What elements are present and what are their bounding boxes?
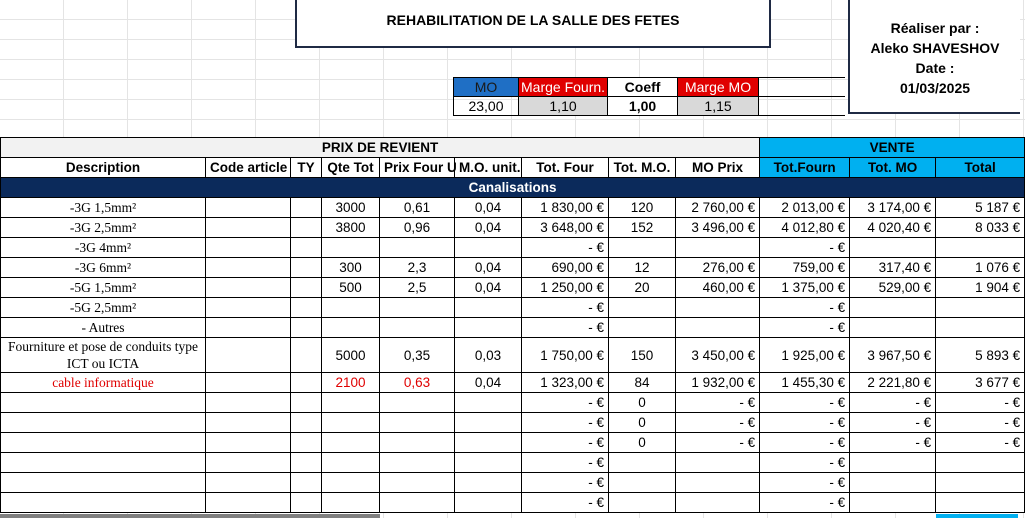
prix-four-cell[interactable] [380,318,455,338]
tot-fourn-cell[interactable]: - € [760,413,850,433]
mo-prix-cell[interactable] [676,453,760,473]
tot-mo-vente-cell[interactable]: 3 174,00 € [850,198,936,218]
tot-four-cell[interactable]: 690,00 € [522,258,609,278]
mo-prix-cell[interactable]: 3 450,00 € [676,338,760,373]
total-cell[interactable] [936,453,1025,473]
description-cell[interactable]: - Autres [1,318,206,338]
description-cell[interactable]: -3G 6mm² [1,258,206,278]
tot-fourn-cell[interactable]: - € [760,493,850,513]
author-name: Aleko SHAVESHOV [870,40,1000,56]
mo-prix-cell[interactable]: 2 760,00 € [676,198,760,218]
tot-mo-vente-cell[interactable]: 317,40 € [850,258,936,278]
column-header[interactable]: Prix Four U [380,158,455,178]
qte-cell[interactable] [322,393,380,413]
tot-mo-vente-cell[interactable] [850,318,936,338]
mo-unit-cell[interactable] [455,453,522,473]
mo-unit-cell[interactable]: 0,04 [455,373,522,393]
prix-four-cell[interactable] [380,238,455,258]
mo-unit-cell[interactable] [455,393,522,413]
table-row [1,393,1025,413]
total-cell[interactable]: 5 187 € [936,198,1025,218]
tot-four-cell[interactable]: - € [522,318,609,338]
prix-four-cell[interactable] [380,393,455,413]
mo-prix-cell[interactable]: 1 932,00 € [676,373,760,393]
tot-mo-vente-cell[interactable]: - € [850,393,936,413]
tot-fourn-cell[interactable]: - € [760,453,850,473]
tot-mo-cell[interactable] [609,318,676,338]
mo-unit-cell[interactable]: 0,03 [455,338,522,373]
tot-mo-cell[interactable] [609,298,676,318]
mo-unit-cell[interactable] [455,433,522,453]
qte-cell[interactable] [322,413,380,433]
code-article-cell[interactable] [206,278,291,298]
description-cell[interactable]: -3G 1,5mm² [1,198,206,218]
tot-mo-cell[interactable] [609,453,676,473]
tot-fourn-cell[interactable]: 1 455,30 € [760,373,850,393]
table-row [1,373,1025,393]
mo-prix-cell[interactable] [676,493,760,513]
code-article-cell[interactable] [206,198,291,218]
mo-unit-cell[interactable]: 0,04 [455,218,522,238]
total-cell[interactable]: - € [936,433,1025,453]
prix-four-cell[interactable]: 0,96 [380,218,455,238]
column-header[interactable]: Code article [206,158,291,178]
vente-group[interactable]: VENTE [760,138,1025,158]
code-article-cell[interactable] [206,473,291,493]
description-cell[interactable]: cable informatique [1,373,206,393]
column-header[interactable]: Tot. Four [522,158,609,178]
description-cell[interactable] [1,453,206,473]
mo-unit-cell[interactable] [455,298,522,318]
description-cell[interactable] [1,393,206,413]
qte-cell[interactable]: 3800 [322,218,380,238]
estimate-table [0,137,1025,513]
tot-four-cell[interactable]: - € [522,433,609,453]
mo-prix-cell[interactable] [676,318,760,338]
tot-four-cell[interactable]: 1 750,00 € [522,338,609,373]
author-label: Réaliser par : [890,20,980,36]
tot-four-cell[interactable]: 3 648,00 € [522,218,609,238]
tot-fourn-cell[interactable]: - € [760,473,850,493]
ty-cell[interactable] [291,373,322,393]
tot-mo-vente-cell[interactable]: 4 020,40 € [850,218,936,238]
mo-header[interactable]: MO [454,78,519,97]
tot-fourn-cell[interactable]: - € [760,433,850,453]
marge-fourn-value[interactable]: 1,10 [519,97,608,116]
tot-mo-cell[interactable]: 0 [609,433,676,453]
marge-mo-value[interactable]: 1,15 [678,97,759,116]
total-cell[interactable] [936,238,1025,258]
column-header[interactable]: Qte Tot [322,158,380,178]
qte-cell[interactable] [322,238,380,258]
date-label: Date : [915,60,955,76]
code-article-cell[interactable] [206,238,291,258]
code-article-cell[interactable] [206,298,291,318]
mo-prix-cell[interactable]: - € [676,413,760,433]
total-cell[interactable] [936,318,1025,338]
ty-cell[interactable] [291,218,322,238]
date-value: 01/03/2025 [899,80,971,96]
ty-cell[interactable] [291,473,322,493]
prix-four-cell[interactable] [380,413,455,433]
qte-cell[interactable]: 2100 [322,373,380,393]
code-article-cell[interactable] [206,453,291,473]
qte-cell[interactable] [322,298,380,318]
tot-mo-cell[interactable]: 84 [609,373,676,393]
total-cell[interactable] [936,493,1025,513]
tot-mo-cell[interactable] [609,473,676,493]
tot-mo-cell[interactable]: 0 [609,393,676,413]
table-row [1,473,1025,493]
ty-cell[interactable] [291,393,322,413]
mo-unit-cell[interactable] [455,238,522,258]
mo-unit-cell[interactable]: 0,04 [455,278,522,298]
tot-four-cell[interactable]: - € [522,493,609,513]
total-cell[interactable]: 1 076 € [936,258,1025,278]
code-article-cell[interactable] [206,493,291,513]
tot-mo-cell[interactable]: 0 [609,413,676,433]
table-row [1,338,1025,373]
table-row [1,278,1025,298]
qte-cell[interactable]: 500 [322,278,380,298]
empty-cell[interactable] [759,78,846,97]
column-header[interactable]: Tot. MO [850,158,936,178]
tot-mo-cell[interactable]: 12 [609,258,676,278]
marge-mo-header[interactable]: Marge MO [678,78,759,97]
mo-unit-cell[interactable] [455,473,522,493]
ty-cell[interactable] [291,298,322,318]
mo-prix-cell[interactable]: 460,00 € [676,278,760,298]
table-row [1,238,1025,258]
table-row [1,298,1025,318]
tot-fourn-cell[interactable]: - € [760,318,850,338]
prix-four-cell[interactable] [380,433,455,453]
mo-unit-cell[interactable]: 0,04 [455,258,522,278]
qte-cell[interactable] [322,433,380,453]
ty-cell[interactable] [291,198,322,218]
code-article-cell[interactable] [206,393,291,413]
code-article-cell[interactable] [206,373,291,393]
tot-mo-cell[interactable]: 150 [609,338,676,373]
code-article-cell[interactable] [206,413,291,433]
tot-fourn-cell[interactable]: 1 375,00 € [760,278,850,298]
document-title [295,0,771,48]
tot-mo-cell[interactable] [609,238,676,258]
prix-four-cell[interactable] [380,473,455,493]
mo-unit-cell[interactable] [455,493,522,513]
vente-footer-strip [936,514,1018,518]
qte-cell[interactable] [322,473,380,493]
tot-mo-vente-cell[interactable]: 529,00 € [850,278,936,298]
table-row [1,318,1025,338]
column-header[interactable]: TY [291,158,322,178]
tot-mo-vente-cell[interactable]: 3 967,50 € [850,338,936,373]
title-text: REHABILITATION DE LA SALLE DES FETES [386,12,680,28]
ty-cell[interactable] [291,338,322,373]
ty-cell[interactable] [291,413,322,433]
total-cell[interactable]: 8 033 € [936,218,1025,238]
total-cell[interactable]: 3 677 € [936,373,1025,393]
column-header[interactable]: M.O. unit. [455,158,522,178]
tot-fourn-cell[interactable]: 759,00 € [760,258,850,278]
prix-revient-group[interactable]: PRIX DE REVIENT [1,138,760,158]
ty-cell[interactable] [291,258,322,278]
ty-cell[interactable] [291,453,322,473]
coeff-header[interactable]: Coeff [608,78,678,97]
prix-four-cell[interactable] [380,298,455,318]
qte-cell[interactable]: 5000 [322,338,380,373]
tot-mo-vente-cell[interactable] [850,493,936,513]
tot-mo-vente-cell[interactable]: - € [850,413,936,433]
tot-mo-vente-cell[interactable]: 2 221,80 € [850,373,936,393]
tot-fourn-cell[interactable]: 4 012,80 € [760,218,850,238]
tot-mo-cell[interactable] [609,493,676,513]
tot-fourn-cell[interactable]: 2 013,00 € [760,198,850,218]
table-row [1,453,1025,473]
ty-cell[interactable] [291,433,322,453]
tot-fourn-cell[interactable]: - € [760,393,850,413]
tot-four-cell[interactable]: - € [522,238,609,258]
description-cell[interactable]: -5G 2,5mm² [1,298,206,318]
total-cell[interactable] [936,298,1025,318]
column-header[interactable]: Tot. M.O. [609,158,676,178]
horizontal-scrollbar[interactable] [0,514,380,518]
description-cell[interactable] [1,493,206,513]
ty-cell[interactable] [291,493,322,513]
table-row [1,493,1025,513]
column-header[interactable]: Description [1,158,206,178]
coefficient-table [453,77,845,116]
tot-mo-cell[interactable]: 20 [609,278,676,298]
mo-prix-cell[interactable] [676,473,760,493]
qte-cell[interactable]: 300 [322,258,380,278]
prix-four-cell[interactable]: 0,63 [380,373,455,393]
ty-cell[interactable] [291,318,322,338]
tot-fourn-cell[interactable]: 1 925,00 € [760,338,850,373]
tot-mo-vente-cell[interactable] [850,238,936,258]
tot-four-cell[interactable]: - € [522,298,609,318]
prix-four-cell[interactable] [380,453,455,473]
code-article-cell[interactable] [206,318,291,338]
mo-prix-cell[interactable]: - € [676,393,760,413]
tot-mo-cell[interactable]: 120 [609,198,676,218]
mo-unit-cell[interactable]: 0,04 [455,198,522,218]
description-cell[interactable] [1,433,206,453]
prix-four-cell[interactable]: 2,3 [380,258,455,278]
column-header[interactable]: Tot.Fourn [760,158,850,178]
tot-mo-cell[interactable]: 152 [609,218,676,238]
mo-prix-cell[interactable]: - € [676,433,760,453]
description-cell[interactable]: -3G 4mm² [1,238,206,258]
tot-four-cell[interactable]: - € [522,393,609,413]
author-box [848,0,1020,114]
tot-mo-vente-cell[interactable] [850,473,936,493]
total-cell[interactable]: - € [936,393,1025,413]
coeff-value[interactable]: 1,00 [608,97,678,116]
tot-mo-vente-cell[interactable]: - € [850,433,936,453]
code-article-cell[interactable] [206,218,291,238]
code-article-cell[interactable] [206,258,291,278]
marge-fourn-header[interactable]: Marge Fourn. [519,78,608,97]
mo-prix-cell[interactable]: 276,00 € [676,258,760,278]
prix-four-cell[interactable]: 0,35 [380,338,455,373]
prix-four-cell[interactable] [380,493,455,513]
description-cell[interactable]: -5G 1,5mm² [1,278,206,298]
tot-mo-vente-cell[interactable] [850,298,936,318]
mo-prix-cell[interactable]: 3 496,00 € [676,218,760,238]
column-header[interactable]: MO Prix [676,158,760,178]
tot-four-cell[interactable]: - € [522,413,609,433]
description-cell[interactable] [1,473,206,493]
mo-value[interactable]: 23,00 [454,97,519,116]
qte-cell[interactable] [322,318,380,338]
table-row [1,433,1025,453]
table-row [1,218,1025,238]
total-cell[interactable]: - € [936,413,1025,433]
tot-four-cell[interactable]: 1 250,00 € [522,278,609,298]
tot-four-cell[interactable]: 1 830,00 € [522,198,609,218]
empty-cell[interactable] [759,97,846,116]
description-cell[interactable]: Fourniture et pose de conduits type ICT ou ICTA [1,338,206,373]
qte-cell[interactable] [322,493,380,513]
ty-cell[interactable] [291,238,322,258]
total-cell[interactable] [936,473,1025,493]
prix-four-cell[interactable]: 2,5 [380,278,455,298]
mo-prix-cell[interactable] [676,298,760,318]
mo-prix-cell[interactable] [676,238,760,258]
tot-fourn-cell[interactable]: - € [760,298,850,318]
tot-four-cell[interactable]: 1 323,00 € [522,373,609,393]
column-header[interactable]: Total [936,158,1025,178]
prix-four-cell[interactable]: 0,61 [380,198,455,218]
description-cell[interactable] [1,413,206,433]
table-row [1,413,1025,433]
ty-cell[interactable] [291,278,322,298]
tot-fourn-cell[interactable]: - € [760,238,850,258]
description-cell[interactable]: -3G 2,5mm² [1,218,206,238]
mo-unit-cell[interactable] [455,413,522,433]
section-canalisations[interactable]: Canalisations [1,178,1025,198]
mo-unit-cell[interactable] [455,318,522,338]
tot-mo-vente-cell[interactable] [850,453,936,473]
tot-four-cell[interactable]: - € [522,453,609,473]
code-article-cell[interactable] [206,433,291,453]
total-cell[interactable]: 5 893 € [936,338,1025,373]
tot-four-cell[interactable]: - € [522,473,609,493]
code-article-cell[interactable] [206,338,291,373]
total-cell[interactable]: 1 904 € [936,278,1025,298]
table-row [1,258,1025,278]
qte-cell[interactable] [322,453,380,473]
table-row [1,198,1025,218]
qte-cell[interactable]: 3000 [322,198,380,218]
